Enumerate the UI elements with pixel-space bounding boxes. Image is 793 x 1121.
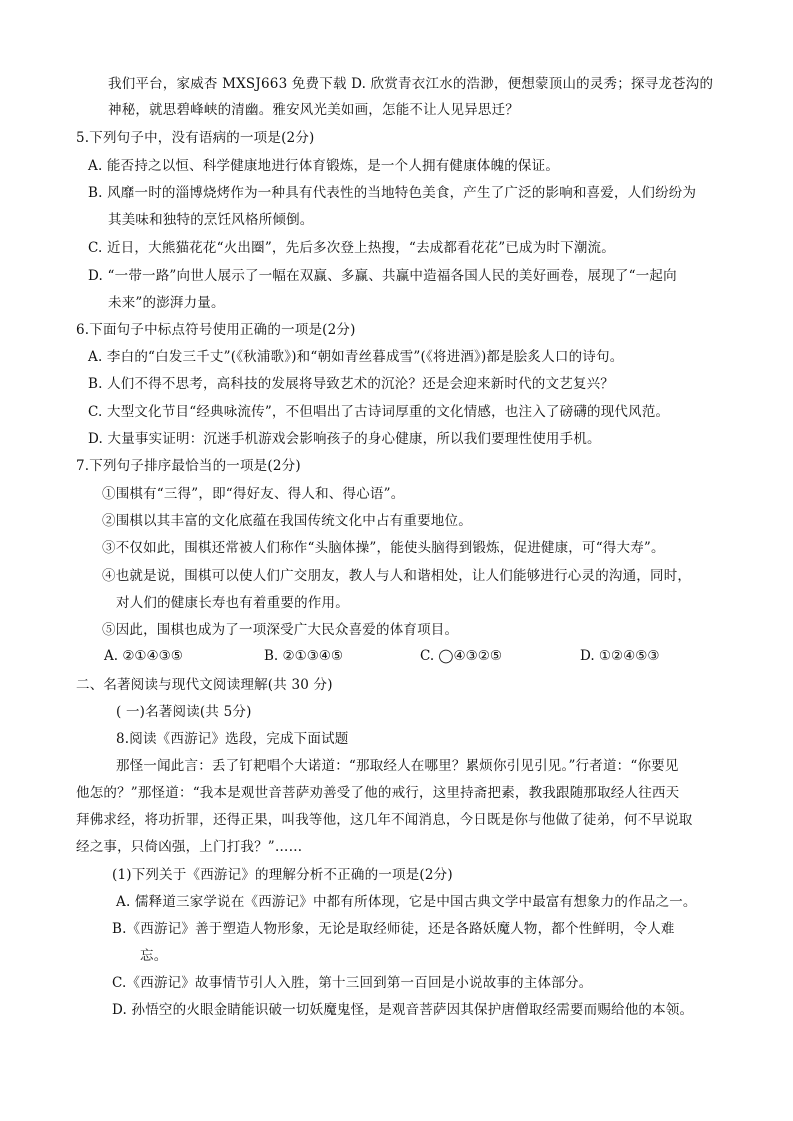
q5-option-a: A. 能否持之以恒、科学健康地进行体育锻炼，是一个人拥有健康体魄的保证。 <box>88 158 560 174</box>
q5-option-d-line2: 未来”的澎湃力量。 <box>108 295 225 311</box>
passage-line-4: 经之事，只倚凶强，上门打我？”…… <box>76 839 303 855</box>
q7-sentence-3: ③不仅如此，围棋还常被人们称作“头脑体操”，能使头脑得到锻炼，促进健康，可“得大寿”。 <box>102 540 665 556</box>
q7-sentence-4-line2: 对人们的健康长寿也有着重要的作用。 <box>116 595 349 611</box>
section-2-subtitle: ( 一)名著阅读(共 5分) <box>116 704 252 720</box>
q5-stem: 5.下列句子中，没有语病的一项是(2分) <box>76 130 315 146</box>
q7-option-b: B. ②①③④⑤ <box>264 648 344 664</box>
passage-line-2: 他怎的？”那怪道：“我本是观世音菩萨劝善受了他的戒行，这里持斋把素，教我跟随那取经人往西天 <box>76 785 680 801</box>
q6-option-a: A. 李白的“白发三千丈”(《秋浦歌》)和“朝如青丝暮成雪”(《将进酒》)都是脍炙人口的诗句。 <box>88 349 624 365</box>
q5-option-b-line1: B. 风靡一时的淄博烧烤作为一种具有代表性的当地特色美食，产生了广泛的影响和喜爱，人们纷纷为 <box>88 185 697 201</box>
q7-option-c: C. ◯④③②⑤ <box>420 648 502 664</box>
q8-1-option-b-line2: 忘。 <box>140 948 168 964</box>
q5-option-b-line2: 其美味和独特的烹饪风格所倾倒。 <box>108 212 314 228</box>
q7-sentence-4-line1: ④也就是说，围棋可以使人们广交朋友，教人与人和谐相处，让人们能够进行心灵的沟通，同时， <box>102 568 692 584</box>
q8-1-option-a: A. 儒释道三家学说在《西游记》中都有所体现，它是中国古典文学中最富有想象力的作品之一。 <box>116 894 697 910</box>
q7-sentence-2: ②围棋以其丰富的文化底蕴在我国传统文化中占有重要地位。 <box>102 513 472 529</box>
q7-option-a: A. ②①④③⑤ <box>104 648 183 664</box>
q7-options <box>104 648 704 668</box>
q8-1-option-d: D. 孙悟空的火眼金睛能识破一切妖魔鬼怪，是观音菩萨因其保护唐僧取经需要而赐给他的本领。 <box>112 1002 694 1018</box>
passage-line-1: 那怪一闻此言：丢了钉耙唱个大诺道：“那取经人在哪里？累烦你引见引见。”行者道：“你要见 <box>116 758 679 774</box>
section-2-title: 二、名著阅读与现代文阅读理解(共 30 分) <box>76 677 333 693</box>
q6-stem: 6.下面句子中标点符号使用正确的一项是(2分) <box>76 322 356 338</box>
q8-stem: 8.阅读《西游记》选段，完成下面试题 <box>116 731 349 747</box>
q6-option-d: D. 大量事实证明：沉迷手机游戏会影响孩子的身心健康，所以我们要理性使用手机。 <box>88 431 601 447</box>
q7-stem: 7.下列句子排序最恰当的一项是(2分) <box>76 458 301 474</box>
q4-option-d-line1: 我们平台，家威杏 MXSJ663 免费下载 D. 欣赏青衣江水的浩渺，便想蒙顶山的灵秀；探寻龙苍沟的 <box>108 76 714 92</box>
q8-1-stem: (1)下列关于《西游记》的理解分析不正确的一项是(2分) <box>112 867 453 883</box>
q8-1-option-c: C.《西游记》故事情节引人入胜，第十三回到第一百回是小说故事的主体部分。 <box>112 975 593 991</box>
q7-sentence-1: ①围棋有“三得”，即“得好友、得人和、得心语”。 <box>102 486 405 502</box>
q6-option-c: C. 大型文化节目“经典咏流传”，不但唱出了古诗词厚重的文化情感，也注入了磅礴的现代风范。 <box>88 404 670 420</box>
q5-option-c: C. 近日，大熊猫花花“火出圈”，先后多次登上热搜，“去成都看花花”已成为时下潮流。 <box>88 240 615 256</box>
q5-option-d-line1: D. “一带一路”向世人展示了一幅在双赢、多赢、共赢中造福各国人民的美好画卷，展现了“一起向 <box>88 268 677 284</box>
q4-option-d-line2: 神秘，就思碧峰峡的清幽。雅安风光美如画，怎能不让人见异思迁？ <box>108 102 519 118</box>
q7-sentence-5: ⑤因此，围棋也成为了一项深受广大民众喜爱的体育项目。 <box>102 622 459 638</box>
q8-1-option-b-line1: B.《西游记》善于塑造人物形象，无论是取经师徒，还是各路妖魔人物，都个性鲜明，令人难 <box>112 921 675 937</box>
q7-option-d: D. ①②④⑤③ <box>580 648 660 664</box>
passage-line-3: 拜佛求经，将功折罪，还得正果，叫我等他，这几年不闻消息，今日既是你与他做了徒弟，何不早说取 <box>76 812 693 828</box>
q6-option-b: B. 人们不得不思考，高科技的发展将导致艺术的沉沦？还是会迎来新时代的文艺复兴？ <box>88 376 615 392</box>
